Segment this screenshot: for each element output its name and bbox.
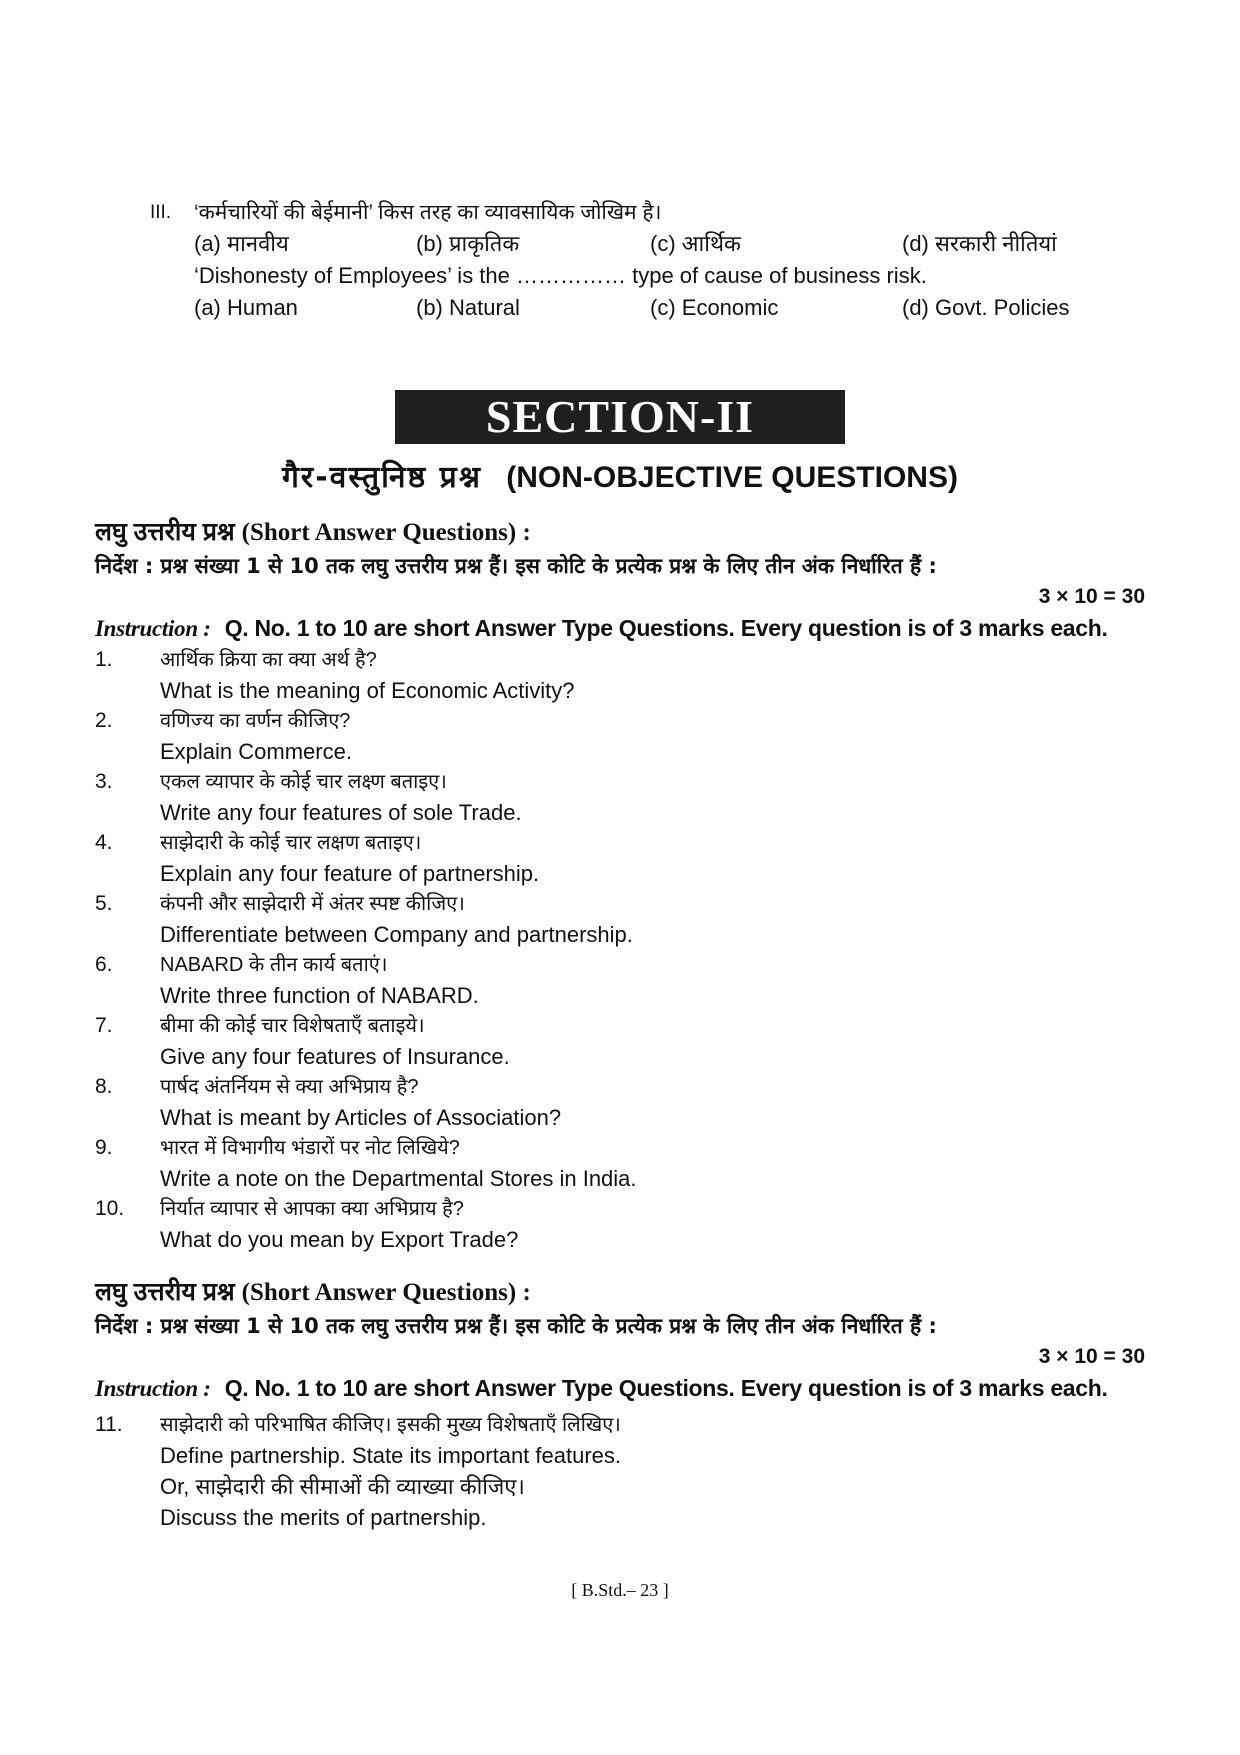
question-number: 3. bbox=[95, 770, 113, 793]
instruction-label: Instruction : bbox=[95, 1376, 211, 1401]
question-en: Write a note on the Departmental Stores in India. bbox=[160, 1166, 637, 1191]
mcq-option-c-en: (c) Economic bbox=[650, 295, 779, 320]
section-subtitle-hi: गैर-वस्तुनिष्ठ प्रश्न bbox=[282, 460, 482, 495]
mcq-option-d-en: (d) Govt. Policies bbox=[902, 295, 1070, 320]
question-number: 11. bbox=[95, 1413, 123, 1436]
question-hi: वणिज्य का वर्णन कीजिए? bbox=[160, 710, 351, 732]
marks-scheme: 3 × 10 = 30 bbox=[1038, 585, 1145, 608]
question-number: 10. bbox=[95, 1197, 125, 1220]
direction-hi: निर्देश : प्रश्न संख्या 1 से 10 तक लघु उत्तरीय प्रश्न हैं। इस कोटि के प्रत्येक प्रश्न के लिए तीन अंक निर्धारित हैं : bbox=[95, 554, 937, 578]
short-answer-title-en: (Short Answer Questions) : bbox=[241, 1279, 531, 1306]
mcq-option-d-hi: (d) सरकारी नीतियां bbox=[902, 231, 1057, 256]
question-hi: आर्थिक क्रिया का क्या अर्थ है? bbox=[160, 649, 377, 671]
mcq-options-english bbox=[194, 292, 1110, 324]
question-number: 7. bbox=[95, 1014, 113, 1037]
question-item bbox=[95, 828, 1145, 889]
instruction-en bbox=[95, 1372, 1145, 1405]
instruction-text: Q. No. 1 to 10 are short Answer Type Questions. Every question is of 3 marks each. bbox=[224, 615, 1108, 641]
question-hi: कंपनी और साझेदारी में अंतर स्पष्ट कीजिए। bbox=[160, 893, 465, 915]
question-11-line-3: Or, साझेदारी की सीमाओं की व्याख्या कीजिए। bbox=[160, 1474, 525, 1499]
mcq-number: III. bbox=[150, 202, 172, 223]
question-hi: पार्षद अंतर्नियम से क्या अभिप्राय है? bbox=[160, 1076, 419, 1098]
question-item bbox=[95, 1133, 1145, 1194]
question-number: 1. bbox=[95, 648, 113, 671]
question-en: What is the meaning of Economic Activity? bbox=[160, 678, 575, 703]
question-item bbox=[95, 950, 1145, 1011]
question-number: 8. bbox=[95, 1075, 113, 1098]
question-item bbox=[95, 1011, 1145, 1072]
question-hi: एकल व्यापार के कोई चार लक्ष्ण बताइए। bbox=[160, 771, 447, 793]
question-11-line-2: Define partnership. State its important features. bbox=[160, 1443, 622, 1468]
mcq-question-hindi bbox=[150, 198, 1110, 228]
mcq-question-english: ‘Dishonesty of Employees’ is the …………… type of cause of business risk. bbox=[194, 263, 927, 288]
section-subtitle bbox=[0, 458, 1240, 498]
direction-hi: निर्देश : प्रश्न संख्या 1 से 10 तक लघु उत्तरीय प्रश्न हैं। इस कोटि के प्रत्येक प्रश्न के लिए तीन अंक निर्धारित हैं : bbox=[95, 1314, 937, 1338]
marks-scheme: 3 × 10 = 30 bbox=[1038, 1345, 1145, 1368]
question-11-block bbox=[95, 1410, 1145, 1533]
question-en: Explain Commerce. bbox=[160, 739, 352, 764]
section-subtitle-en: (NON-OBJECTIVE QUESTIONS) bbox=[506, 461, 958, 494]
short-answer-title-hi: लघु उत्तरीय प्रश्न bbox=[95, 518, 235, 546]
question-number: 9. bbox=[95, 1136, 113, 1159]
short-answer-title bbox=[95, 515, 1145, 550]
question-number: 4. bbox=[95, 831, 113, 854]
question-number: 6. bbox=[95, 953, 113, 976]
question-number: 2. bbox=[95, 709, 113, 732]
question-hi: NABARD के तीन कार्य बताएं। bbox=[160, 954, 388, 976]
question-hi: साझेदारी के कोई चार लक्षण बताइए। bbox=[160, 832, 422, 854]
mcq-question-hi-text: ‘कर्मचारियों की बेईमानी’ किस तरह का व्यावसायिक जोखिम है। bbox=[194, 201, 662, 224]
question-number: 5. bbox=[95, 892, 113, 915]
section-title: SECTION-II bbox=[395, 390, 845, 444]
short-answer-title bbox=[95, 1275, 1145, 1310]
question-en: What is meant by Articles of Association? bbox=[160, 1105, 562, 1130]
mcq-question-3 bbox=[150, 198, 1110, 324]
question-en: Explain any four feature of partnership. bbox=[160, 861, 540, 886]
short-answer-title-hi: लघु उत्तरीय प्रश्न bbox=[95, 1278, 235, 1306]
mcq-options-hindi bbox=[194, 228, 1110, 260]
question-hi: बीमा की कोई चार विशेषताएँ बताइये। bbox=[160, 1015, 425, 1037]
mcq-option-a-hi: (a) मानवीय bbox=[194, 231, 289, 256]
question-hi: निर्यात व्यापार से आपका क्या अभिप्राय है? bbox=[160, 1198, 464, 1220]
mcq-option-c-hi: (c) आर्थिक bbox=[650, 231, 741, 256]
question-11-line-4: Discuss the merits of partnership. bbox=[160, 1505, 487, 1530]
question-11-line-1: साझेदारी को परिभाषित कीजिए। इसकी मुख्य विशेषताएँ लिखिए। bbox=[160, 1414, 621, 1436]
short-answer-heading-2 bbox=[95, 1275, 1145, 1405]
question-en: What do you mean by Export Trade? bbox=[160, 1227, 519, 1252]
question-item bbox=[95, 645, 1145, 706]
question-item bbox=[95, 1194, 1145, 1255]
short-answer-title-en: (Short Answer Questions) : bbox=[241, 519, 531, 546]
instruction-en bbox=[95, 612, 1145, 645]
question-en: Write three function of NABARD. bbox=[160, 983, 479, 1008]
instruction-label: Instruction : bbox=[95, 616, 211, 641]
question-hi: भारत में विभागीय भंडारों पर नोट लिखिये? bbox=[160, 1137, 460, 1159]
question-item bbox=[95, 1072, 1145, 1133]
mcq-option-a-en: (a) Human bbox=[194, 295, 298, 320]
question-en: Differentiate between Company and partnership. bbox=[160, 922, 633, 947]
question-en: Give any four features of Insurance. bbox=[160, 1044, 510, 1069]
page-footer: [ B.Std.– 23 ] bbox=[571, 1580, 669, 1600]
short-answer-heading-1 bbox=[95, 515, 1145, 645]
question-item bbox=[95, 889, 1145, 950]
question-en: Write any four features of sole Trade. bbox=[160, 800, 522, 825]
question-item bbox=[95, 767, 1145, 828]
mcq-option-b-en: (b) Natural bbox=[416, 295, 520, 320]
question-list bbox=[95, 645, 1145, 1255]
question-item bbox=[95, 706, 1145, 767]
mcq-option-b-hi: (b) प्राकृतिक bbox=[416, 231, 520, 256]
instruction-text: Q. No. 1 to 10 are short Answer Type Questions. Every question is of 3 marks each. bbox=[224, 1375, 1108, 1401]
question-item bbox=[95, 1410, 1145, 1533]
